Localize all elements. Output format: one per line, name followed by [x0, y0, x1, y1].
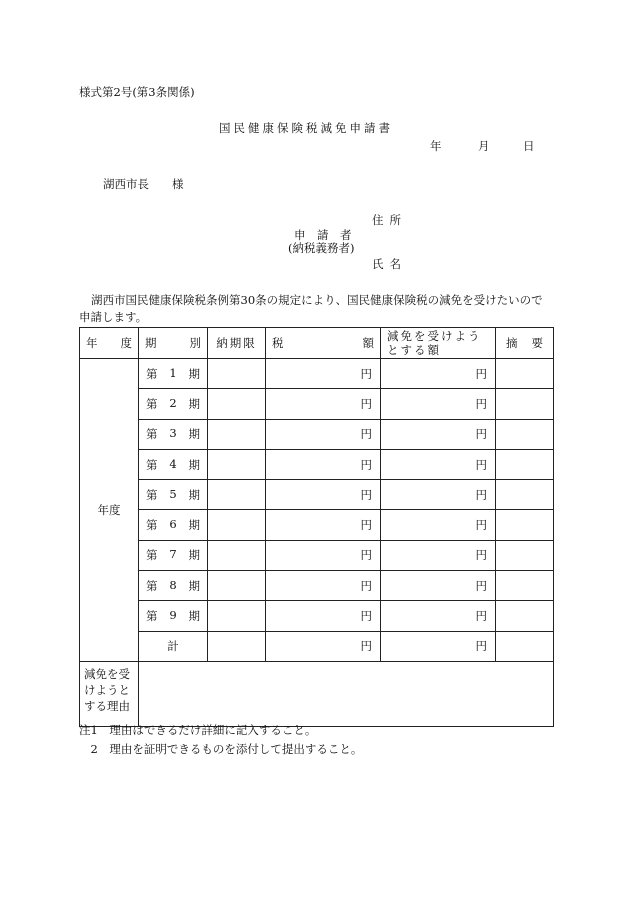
deadline-cell[interactable]: [208, 601, 266, 631]
period-label: 第 8 期: [139, 571, 208, 601]
reduction-amount-cell[interactable]: 円: [381, 389, 496, 419]
tax-amount-cell[interactable]: 円: [266, 449, 381, 479]
taxpayer-label: (納税義務者): [288, 241, 355, 255]
header-year: 年 度: [80, 328, 139, 359]
reason-input-cell[interactable]: [139, 661, 554, 726]
date-day-label: 日: [523, 139, 535, 153]
period-label: 第 1 期: [139, 359, 208, 389]
total-row: [80, 631, 554, 661]
period-label: 第 6 期: [139, 510, 208, 540]
remarks-cell[interactable]: [496, 419, 554, 449]
table-row: [80, 540, 554, 570]
table-row: [80, 571, 554, 601]
period-label: 第 9 期: [139, 601, 208, 631]
header-remarks: 摘 要: [496, 328, 554, 359]
remarks-cell[interactable]: [496, 449, 554, 479]
header-tax-amount: 税 額: [266, 328, 381, 359]
date-year-label: 年: [430, 139, 442, 153]
deadline-cell[interactable]: [208, 480, 266, 510]
table-header-row: [80, 328, 554, 359]
date-month-label: 月: [478, 139, 490, 153]
tax-amount-cell[interactable]: 円: [266, 540, 381, 570]
tax-amount-cell[interactable]: 円: [266, 510, 381, 540]
table-row: [80, 449, 554, 479]
period-label: 第 2 期: [139, 389, 208, 419]
form-title: 国民健康保険税減免申請書: [219, 121, 393, 135]
table-row: [80, 601, 554, 631]
total-label: 計: [139, 631, 208, 661]
deadline-cell[interactable]: [208, 359, 266, 389]
reduction-amount-cell[interactable]: 円: [381, 601, 496, 631]
note-2: 2 理由を証明できるものを添付して提出すること。: [79, 742, 363, 756]
period-label: 第 5 期: [139, 480, 208, 510]
remarks-cell[interactable]: [496, 540, 554, 570]
year-cell[interactable]: 年度: [80, 359, 139, 662]
deadline-cell[interactable]: [208, 389, 266, 419]
header-reduction-amount: 減免を受けよう とする額: [381, 328, 496, 359]
body-text-line1: 湖西市国民健康保険税条例第30条の規定により、国民健康保険税の減免を受けたいので: [91, 293, 543, 307]
reduction-amount-cell[interactable]: 円: [381, 359, 496, 389]
table-row: [80, 510, 554, 540]
deadline-cell[interactable]: [208, 571, 266, 601]
remarks-cell[interactable]: [496, 359, 554, 389]
form-number: 様式第2号(第3条関係): [79, 85, 195, 99]
name-label: 氏名: [372, 257, 407, 271]
remarks-cell[interactable]: [496, 480, 554, 510]
tax-amount-cell[interactable]: 円: [266, 359, 381, 389]
reduction-amount-cell[interactable]: 円: [381, 419, 496, 449]
remarks-cell[interactable]: [496, 631, 554, 661]
deadline-cell[interactable]: [208, 449, 266, 479]
tax-amount-cell[interactable]: 円: [266, 480, 381, 510]
remarks-cell[interactable]: [496, 510, 554, 540]
tax-amount-cell[interactable]: 円: [266, 419, 381, 449]
header-period: 期 別: [139, 328, 208, 359]
table-row: [80, 389, 554, 419]
deadline-cell[interactable]: [208, 510, 266, 540]
reason-label: 減免を受けようとする理由: [80, 661, 139, 726]
deadline-cell[interactable]: [208, 631, 266, 661]
reduction-amount-cell[interactable]: 円: [381, 510, 496, 540]
tax-amount-cell[interactable]: 円: [266, 601, 381, 631]
reduction-amount-cell[interactable]: 円: [381, 571, 496, 601]
reduction-amount-cell[interactable]: 円: [381, 540, 496, 570]
total-tax-amount-cell[interactable]: 円: [266, 631, 381, 661]
addressee: 湖西市長 様: [103, 177, 184, 191]
remarks-cell[interactable]: [496, 571, 554, 601]
body-text-line2: 申請します。: [79, 310, 148, 324]
table-row: [80, 480, 554, 510]
period-label: 第 4 期: [139, 449, 208, 479]
tax-amount-cell[interactable]: 円: [266, 389, 381, 419]
address-label: 住所: [372, 213, 407, 227]
deadline-cell[interactable]: [208, 419, 266, 449]
header-deadline: 納期限: [208, 328, 266, 359]
table-row: [80, 419, 554, 449]
period-label: 第 7 期: [139, 540, 208, 570]
reduction-amount-cell[interactable]: 円: [381, 449, 496, 479]
tax-amount-cell[interactable]: 円: [266, 571, 381, 601]
reason-row: [80, 661, 554, 726]
reduction-amount-cell[interactable]: 円: [381, 480, 496, 510]
table-row: [80, 359, 554, 389]
note-1: 注1 理由はできるだけ詳細に記入すること。: [79, 723, 317, 737]
remarks-cell[interactable]: [496, 601, 554, 631]
applicant-label: 申 請 者: [294, 228, 352, 242]
period-label: 第 3 期: [139, 419, 208, 449]
remarks-cell[interactable]: [496, 389, 554, 419]
total-reduction-amount-cell[interactable]: 円: [381, 631, 496, 661]
deadline-cell[interactable]: [208, 540, 266, 570]
tax-reduction-table: [79, 327, 554, 727]
